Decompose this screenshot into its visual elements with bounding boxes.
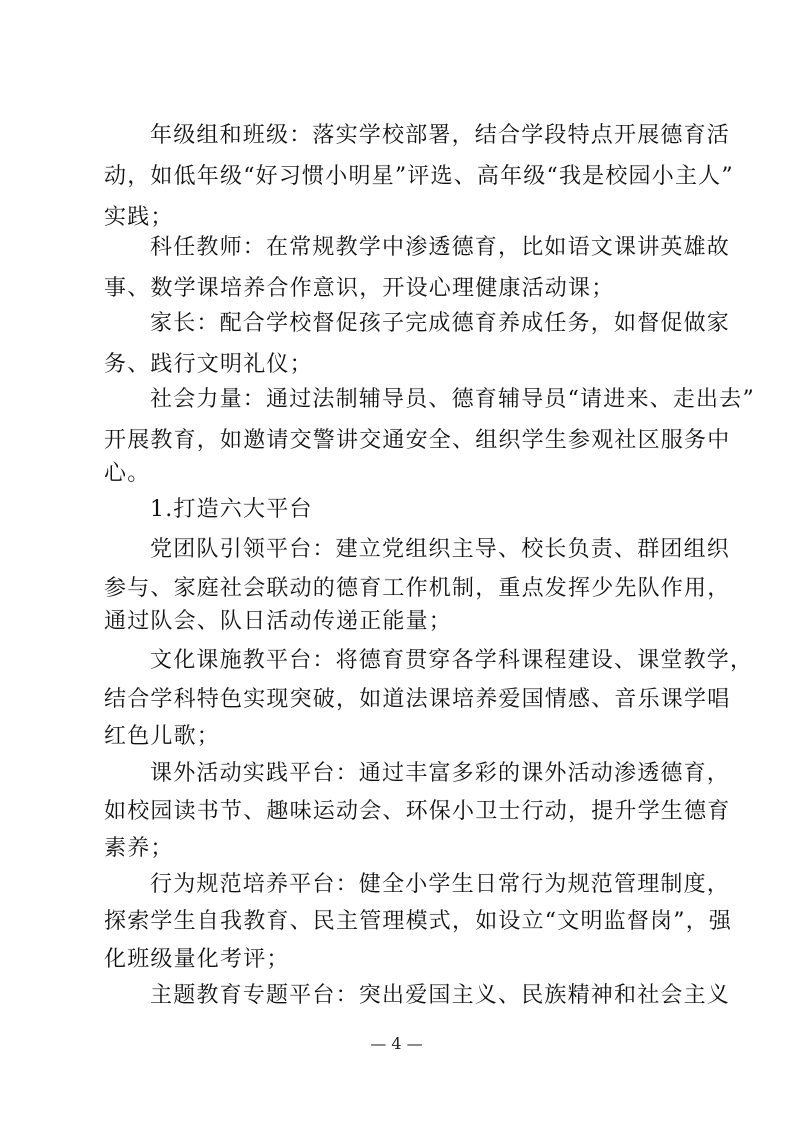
paragraph-line: 探索学生自我教育、民主管理模式，如设立“文明监督岗”，强 xyxy=(104,909,733,934)
paragraph-line: 心。 xyxy=(104,461,151,486)
paragraph-line: 参与、家庭社会联动的德育工作机制，重点发挥少先队作用， xyxy=(104,576,731,601)
section-heading: 1.打造六大平台 xyxy=(150,497,313,522)
paragraph-line: 文化课施教平台：将德育贯穿各学科课程建设、课堂教学， xyxy=(150,648,754,673)
paragraph-line: 结合学科特色实现突破，如道法课培养爱国情感、音乐课学唱 xyxy=(104,687,731,712)
paragraph-line: 开展教育，如邀请交警讲交通安全、组织学生参观社区服务中 xyxy=(104,428,731,453)
paragraph-line: 红色儿歌； xyxy=(104,724,221,749)
paragraph-line: 科任教师：在常规教学中渗透德育，比如语文课讲英雄故 xyxy=(150,235,731,260)
paragraph-line: 化班级量化考评； xyxy=(104,947,290,972)
paragraph-line: 务、践行文明礼仪； xyxy=(104,352,313,377)
paragraph-line: 课外活动实践平台：通过丰富多彩的课外活动渗透德育， xyxy=(150,761,731,786)
page-number: — 4 — xyxy=(370,1034,423,1053)
paragraph-line: 实践； xyxy=(104,205,174,230)
paragraph-line: 如校园读书节、趣味运动会、环保小卫士行动，提升学生德育 xyxy=(104,799,731,824)
paragraph-line: 行为规范培养平台：健全小学生日常行为规范管理制度， xyxy=(150,872,731,897)
paragraph-line: 事、数学课培养合作意识，开设心理健康活动课； xyxy=(104,276,615,301)
paragraph-line: 素养； xyxy=(104,836,174,861)
paragraph-line: 通过队会、队日活动传递正能量； xyxy=(104,609,453,634)
paragraph-line: 家长：配合学校督促孩子完成德育养成任务，如督促做家 xyxy=(150,311,731,336)
paragraph-line: 社会力量：通过法制辅导员、德育辅导员“请进来、走出去” xyxy=(150,387,755,412)
paragraph-line: 年级组和班级：落实学校部署，结合学段特点开展德育活 xyxy=(150,123,731,148)
paragraph-line: 党团队引领平台：建立党组织主导、校长负责、群团组织 xyxy=(150,537,731,562)
paragraph-line: 主题教育专题平台：突出爱国主义、民族精神和社会主义 xyxy=(150,983,731,1008)
paragraph-line: 动，如低年级“好习惯小明星”评选、高年级“我是校园小主人” xyxy=(104,164,734,189)
